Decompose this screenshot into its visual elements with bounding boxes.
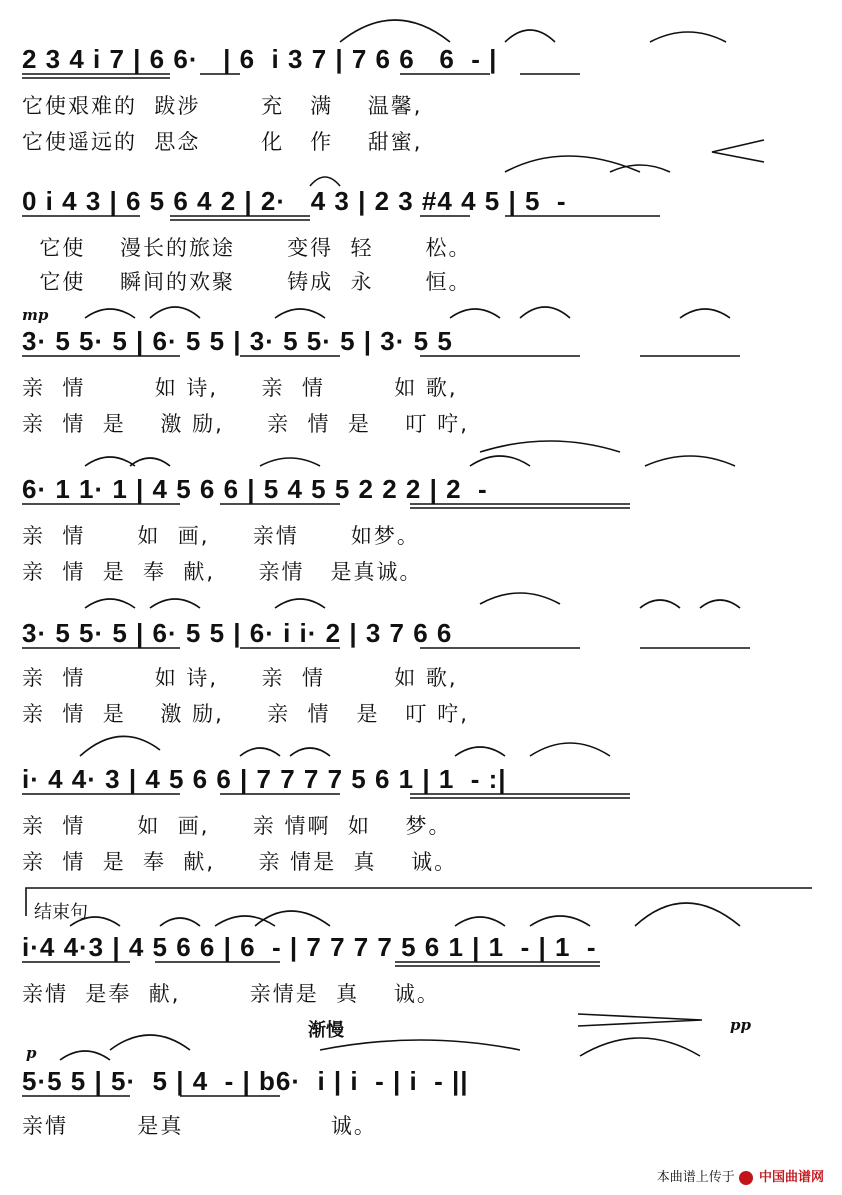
lyric-row-3b: 亲 情 是 激 励, 亲 情 是 叮 咛, bbox=[22, 412, 469, 436]
notation-row-2: 0 i 4 3 | 6 5 6 4 2 | 2· 4 3 | 2 3 #4 4 5 | 5 - bbox=[22, 186, 575, 216]
lyric-row-6b: 亲 情 是 奉 献, 亲 情是 真 诚。 bbox=[22, 850, 458, 874]
dynamic-p: p bbox=[26, 1044, 37, 1062]
lyric-row-8: 亲情 是真 诚。 bbox=[22, 1114, 377, 1138]
lyric-row-2a: 它使 漫长的旅途 变得 轻 松。 bbox=[22, 236, 472, 260]
dynamic-pp: pp bbox=[730, 1016, 751, 1034]
lyric-row-1b: 它使遥远的 思念 化 作 甜蜜, bbox=[22, 130, 423, 154]
notation-row-7: i·4 4·3 | 4 5 6 6 | 6 - | 7 7 7 7 5 6 1 | 1 - | 1 - bbox=[22, 932, 597, 962]
site-logo-icon bbox=[739, 1171, 753, 1185]
lyric-row-3a: 亲 情 如 诗, 亲 情 如 歌, bbox=[22, 376, 458, 400]
section-label-ending: 结束句 bbox=[34, 902, 88, 923]
lyric-row-2b: 它使 瞬间的欢聚 铸成 永 恒。 bbox=[22, 270, 472, 294]
notation-row-1: 2 3 4 i 7 | 6 6· | 6 i 3 7 | 7 6 6 6 - | bbox=[22, 44, 498, 74]
footer-credit bbox=[657, 1166, 824, 1185]
lyric-row-6a: 亲 情 如 画, 亲 情啊 如 梦。 bbox=[22, 814, 452, 838]
footer-prefix: 本曲谱上传于 bbox=[656, 1170, 735, 1185]
lyric-row-4a: 亲 情 如 画, 亲情 如梦。 bbox=[22, 524, 420, 548]
dynamic-mp: mp bbox=[22, 306, 49, 324]
notation-row-8: 5·5 5 | 5· 5 | 4 - | b6· i | i - | i - || bbox=[22, 1066, 469, 1096]
lyric-row-7: 亲情 是奉 献, 亲情是 真 诚。 bbox=[22, 982, 440, 1006]
footer-site-link[interactable]: 中国曲谱网 bbox=[758, 1170, 824, 1185]
lyric-row-5b: 亲 情 是 激 励, 亲 情 是 叮 咛, bbox=[22, 702, 469, 726]
notation-row-4: 6· 1 1· 1 | 4 5 6 6 | 5 4 5 5 2 2 2 | 2 - bbox=[22, 474, 488, 504]
lyric-row-1a: 它使艰难的 跋涉 充 满 温馨, bbox=[22, 94, 423, 118]
notation-row-6: i· 4 4· 3 | 4 5 6 6 | 7 7 7 7 5 6 1 | 1 - :| bbox=[22, 764, 507, 794]
notation-row-5: 3· 5 5· 5 | 6· 5 5 | 6· i i· 2 | 3 7 6 6 bbox=[22, 618, 453, 648]
lyric-row-5a: 亲 情 如 诗, 亲 情 如 歌, bbox=[22, 666, 458, 690]
notation-row-3: 3· 5 5· 5 | 6· 5 5 | 3· 5 5· 5 | 3· 5 5 bbox=[22, 326, 453, 356]
tempo-marking: 渐慢 bbox=[308, 1020, 344, 1041]
lyric-row-4b: 亲 情 是 奉 献, 亲情 是真诚。 bbox=[22, 560, 423, 584]
